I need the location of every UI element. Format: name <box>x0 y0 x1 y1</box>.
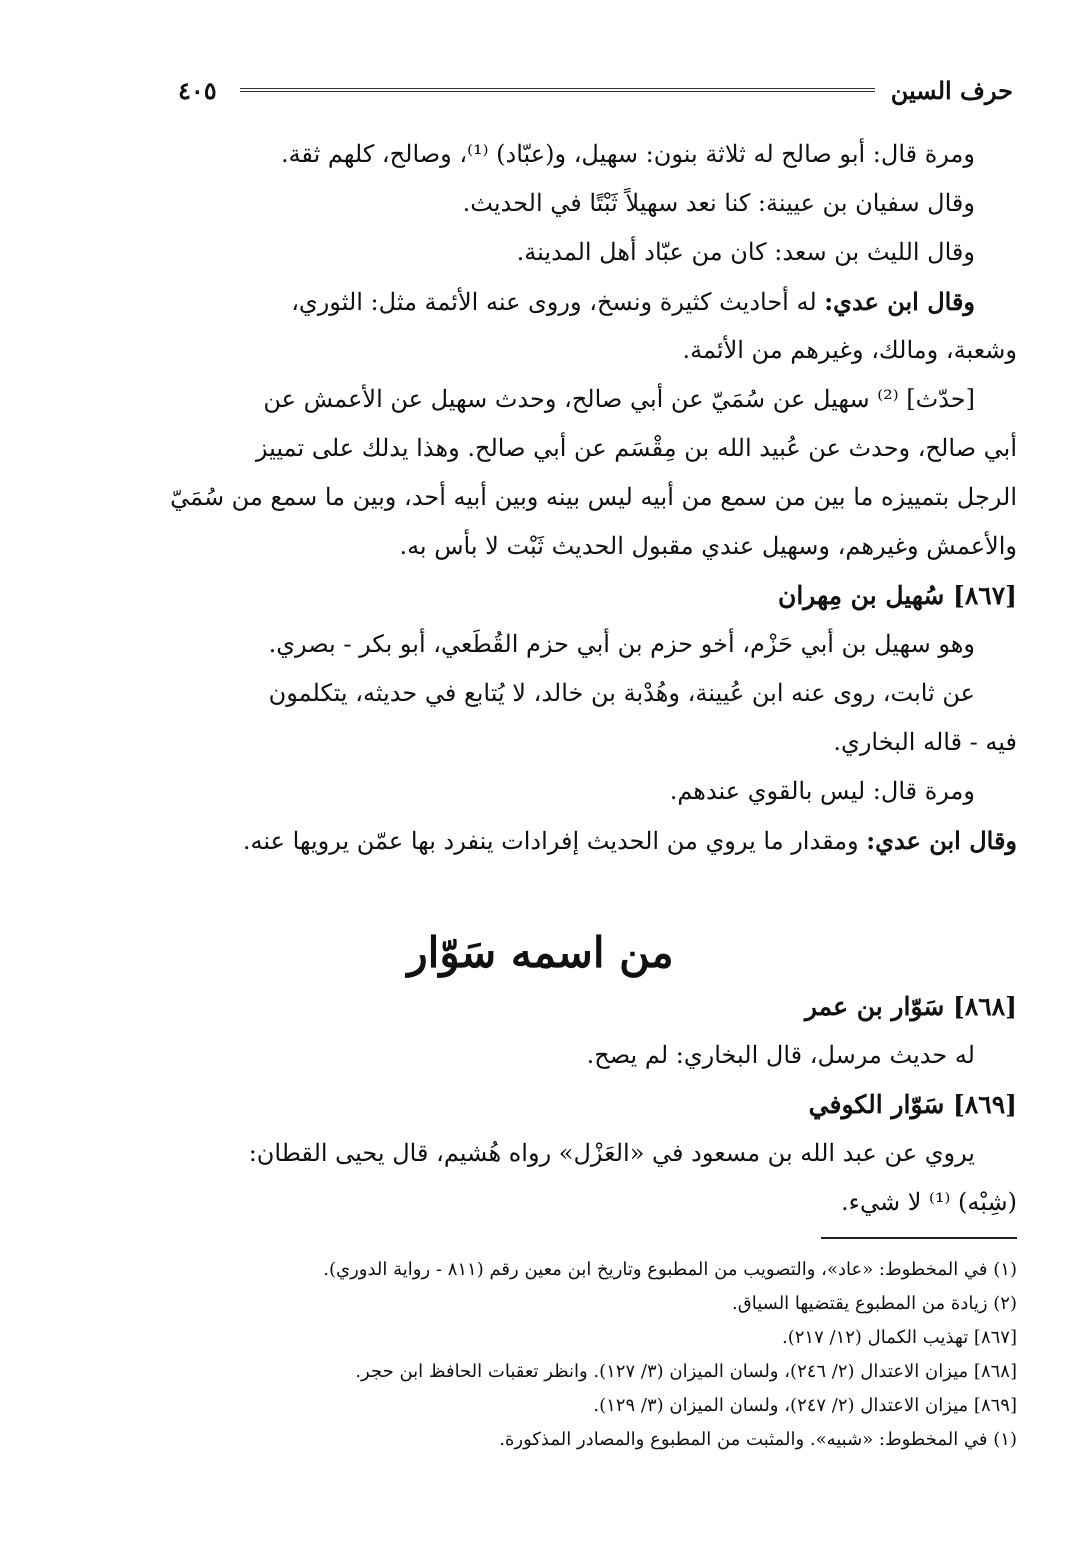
footnote: (١) في المخطوط: «عاد»، والتصويب من المطبوع وتاريخ ابن معين رقم (٨١١ - رواية الدوري). <box>323 1259 1017 1280</box>
entry-heading-868: [٨٦٨] سَوّار بن عمر <box>804 992 1017 1021</box>
footnote: [٨٦٨] ميزان الاعتدال (٢/ ٢٤٦)، ولسان الميزان (٣/ ١٢٧). وانظر تعقبات الحافظ ابن حجر. <box>355 1361 1017 1382</box>
section-title: من اسمه سَوّار <box>407 928 674 977</box>
text-line: [حدّث] ⁽²⁾ سهيل عن سُمَيّ عن أبي صالح، وحدث سهيل عن الأعمش عن <box>263 385 975 413</box>
bold-lead: وقال ابن عدي: <box>824 287 975 316</box>
bold-lead: وقال ابن عدي: <box>866 826 1017 855</box>
footnote: (١) في المخطوط: «شبيه». والمثبت من المطبوع والمصادر المذكورة. <box>499 1429 1017 1450</box>
page-number: ٤٠٥ <box>178 76 217 105</box>
text-line: أبي صالح، وحدث عن عُبيد الله بن مِقْسَم عن أبي صالح. وهذا يدلك على تمييز <box>255 434 1017 462</box>
text-line: وشعبة، ومالك، وغيرهم من الأئمة. <box>682 336 1017 364</box>
footnotes <box>155 1253 1017 1457</box>
text-line: الرجل بتمييزه ما بين من سمع من أبيه ليس بينه وبين أبيه أحد، وبين ما سمع من سُمَيّ <box>170 483 1017 511</box>
main-text <box>155 130 1017 865</box>
running-header <box>178 74 1013 108</box>
text-continuation: ومقدار ما يروي من الحديث إفرادات ينفرد بها عمّن يرويها عنه. <box>242 827 859 855</box>
text-line: ومرة قال: أبو صالح له ثلاثة بنون: سهيل، و(عبّاد) ⁽¹⁾، وصالح، كلهم ثقة. <box>280 140 975 168</box>
footnote: (٢) زيادة من المطبوع يقتضيها السياق. <box>732 1293 1017 1314</box>
text-line: له حديث مرسل، قال البخاري: لم يصح. <box>586 1041 975 1069</box>
text-line: (شِبْه) ⁽¹⁾ لا شيء. <box>841 1188 1017 1216</box>
text-line: وهو سهيل بن أبي حَزْم، أخو حزم بن أبي حزم القُطَعي، أبو بكر - بصري. <box>268 630 975 658</box>
text-continuation: له أحاديث كثيرة ونسخ، وروى عنه الأئمة مثل: الثوري، <box>291 288 817 316</box>
text-line-ibn-adi <box>155 277 1017 326</box>
text-line: وقال سفيان بن عيينة: كنا نعد سهيلاً ثَبْتًا في الحديث. <box>462 189 975 217</box>
chapter-title: حرف السين <box>890 76 1013 105</box>
text-line: فيه - قاله البخاري. <box>833 728 1017 756</box>
text-line: ومرة قال: ليس بالقوي عندهم. <box>669 777 975 805</box>
main-text-continued <box>155 982 1017 1227</box>
entry-heading-869: [٨٦٩] سَوّار الكوفي <box>808 1090 1017 1119</box>
header-rule <box>240 88 875 92</box>
footnote-separator <box>821 1237 1017 1239</box>
footnote: [٨٦٧] تهذيب الكمال (١٢/ ٢١٧). <box>782 1327 1017 1348</box>
text-line: وقال الليث بن سعد: كان من عبّاد أهل المدينة. <box>516 238 975 266</box>
text-line-ibn-adi <box>155 816 1017 865</box>
text-line: والأعمش وغيرهم، وسهيل عندي مقبول الحديث ثَبْت لا بأس به. <box>399 532 1017 560</box>
entry-heading-867: [٨٦٧] سُهيل بن مِهران <box>777 581 1017 610</box>
text-line: عن ثابت، روى عنه ابن عُيينة، وهُدْبة بن خالد، لا يُتابع في حديثه، يتكلمون <box>268 679 975 707</box>
footnote: [٨٦٩] ميزان الاعتدال (٢/ ٢٤٧)، ولسان الميزان (٣/ ١٢٩). <box>593 1395 1017 1416</box>
text-line: يروي عن عبد الله بن مسعود في «العَزْل» رواه هُشيم، قال يحيى القطان: <box>248 1139 975 1167</box>
